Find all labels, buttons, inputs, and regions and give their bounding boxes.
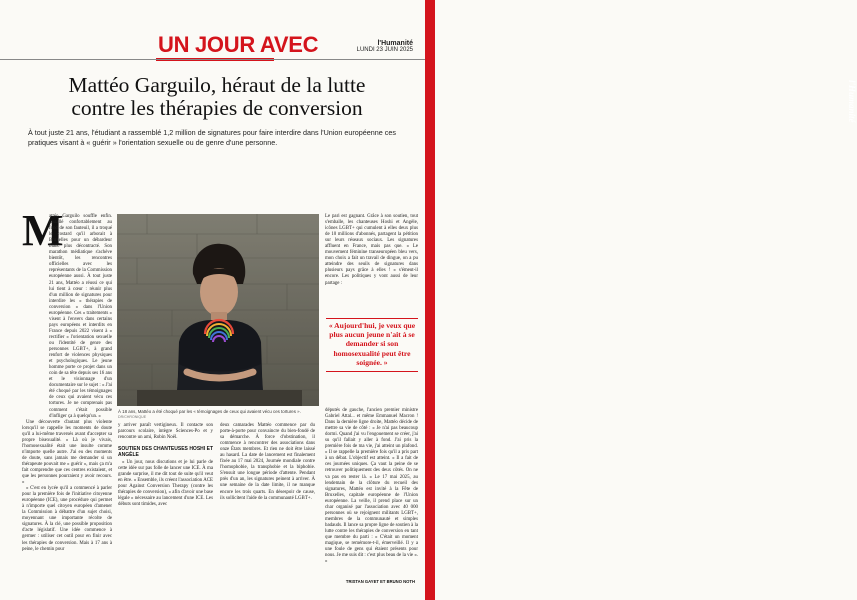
photo-credit: DR/CHRONIQUE xyxy=(118,415,147,420)
paragraph: « Un jour, nous discutions et je lui parle de cette idée sur pas folle de lancer une ICE. À ma grande surprise, il me dit tout de suite qu'il veut en être. » Ensemble, ils créent l'association ACE pour Against Conversion Therapy (contre les thérapies de conversion), « afin d'avoir une base légale » nécessaire au lancement d'une ICE. Les débuts sont timides, avec xyxy=(118,460,213,508)
side-spine: l'Humanité xyxy=(425,0,435,600)
paragraph: Le pari est gagnant. Grâce à son soutien, tout s'emballe, les chanteuses Hoshi et Angèle, icônes LGBT+ qui cumulent à elles deux plus de 10 millions d'abonnés, partagent la pétition sur leurs réseaux sociaux. Les signatures affluent en France, mais pas que. « Le mouvement féminine transeuropéen bleu vers, mon choix a fait un travail de dingue, on a pu atteindre des seuils de signatures dans plusieurs pays grâce à elles ! » s'émeut-il encore. Les politiques y vont aussi de leur partage : xyxy=(325,214,418,286)
paragraph: Une découverte d'autant plus violente lorsqu'il se rappelle les moments de doute qu'il a lui-même traversés avant d'accepter sa propre bisexualité. « Là où je vivais, l'homosexualité était une insulte comme n'importe quelle autre. J'ai eu des moments de doute, sans jamais me demander si un thérapeute pouvait me « guérir », mais ça m'a fait comprendre que ces centres existaient, et que les personnes pourraient y avoir recours. » xyxy=(22,419,112,486)
headline-line-2: contre les thérapies de conversion xyxy=(71,96,363,120)
paragraph: deux camarades Mattéo commence par du porte-à-porte pour convaincre du bien-fondé de sa démarche. À force d'obstination, il commence à rencontrer des associations dans onze États membres. Et rien ne doit être laissé au hasard. La date de lancement est finalement fixée au 17 mai 2024, Journée mondiale contre l'homophobie, la transphobie et la biphobie. S'ensuit une longue période d'attente. Pendant près d'un an, les signatures peinent à arriver. À une semaine de la date limite, il ne manque encore les trois quarts. En désespoir de cause, ils sollicitent l'aide de la communauté LGBT+. xyxy=(220,423,315,501)
body-column-4-bottom xyxy=(325,408,418,565)
paragraph: « C'est en lycée qu'il a commencé à parler pour la première fois de l'initiative citoyenne européenne (ICE), une procédure qui permet à n'importe quel citoyen européen d'amener la Commission à débattre d'un sujet choisi, moyennant une importante récolte de signatures. À la clé, une possible proposition d'acte législatif. Une idée commence à germer : utiliser cet outil pour en finir avec les thérapies de conversion. Mais à 17 ans à peine, le chemin pour xyxy=(22,486,112,552)
issue-date: LUNDI 23 JUIN 2025 xyxy=(356,47,413,53)
paragraph: attéo Garguilo souffle enfin. Installé confortablement au fond de son fauteuil, il a troqué le costard qu'il arborait à Bruxelles pour un débardeur blanc plus décontracté. Son marathon médiatique s'achève bientôt, les rencontres officielles avec les représentants de la Commission européenne aussi. À tout juste 21 ans, Mattéo a réussi ce qui lui tient à cœur : réunir plus d'un million de signatures pour interdire les « thérapies de conversion » dans l'Union européenne. Ces « traitements » visent à l'envers dans certains pays européens et interdits en France depuis 2022 visent à « rectifier » l'orientation sexuelle ou l'identité de genre des personnes LGBT+, à grand renfort de violences physiques et psychologiques. Le jeune homme porte ce projet dans un coin de sa tête depuis ses 16 ans et le visionnage d'un documentaire sur le sujet : « J'ai été choqué par les témoignages de ceux qui avaient vécu ces tortures. Je ne comprenais pas comment c'était possible d'infliger ça à quelqu'un. » xyxy=(49,214,112,419)
author-signature: TRISTAN GAYET ET BRUNO NOTH xyxy=(345,579,415,584)
section-subhead: SOUTIEN DES CHANTEUSES HOSHI ET ANGÈLE xyxy=(118,446,213,459)
masthead-small xyxy=(357,40,413,54)
caption-text: À 18 ans, Mattéo a été choqué par les « témoignages de ceux qui avaient vécu ces tortures ». xyxy=(118,409,301,414)
body-column-3 xyxy=(220,423,315,502)
pull-quote: « Aujourd'hui, je veux que plus aucun jeune n'ait à se demander si son homosexualité peut être soignée. » xyxy=(326,318,418,372)
body-column-1 xyxy=(22,206,112,553)
article-headline xyxy=(22,74,412,120)
section-rubric: UN JOUR AVEC xyxy=(158,32,319,57)
header-rule xyxy=(0,59,435,60)
body-column-2 xyxy=(118,423,213,509)
photo-caption xyxy=(118,409,318,421)
article-standfirst: À tout juste 21 ans, l'étudiant a rassemblé 1,2 million de signatures pour faire interdire dans l'Union européenne ces pratiques visant à « guérir » l'orientation sexuelle ou de genre d'une personne. xyxy=(28,128,396,147)
portrait-illustration xyxy=(117,214,319,406)
page-header xyxy=(0,0,435,66)
drop-cap: M xyxy=(22,206,64,255)
portrait-photo xyxy=(117,214,319,406)
paragraph: députés de gauche, l'ancien premier ministre Gabriel Attal... et même Emmanuel Macron ! Dans la dernière ligne droite, Mattéo décide de mettre sa vie de côté : « Je n'ai pas beaucoup dormi. Quand j'ai vu l'engouement se créer, j'ai su qu'il fallait y aller à fond. J'ai pris la première fois de ma vie, j'ai atteint un plafond. » Il se rappelle la première fois qu'il a pris part à un débat. L'objectif est atteint. « Il a fait de ces journées uniques. Ça vaut la peine de se retrouver politiquement des deux côtés. On ne va pas en rester là. » Le 17 mai 2025, au lendemain de la clôture du recueil des signatures, Mattéo est invité à la Fête de Bruxelles, capitale européenne de l'Union européenne. La veille, il prend place sur un char organisé par l'association avec 40 000 personnes où se rejoignent militants LGBT+, membres de la communauté et simples badauds. Il lance sa propre ligne de soutien à la lutte contre les thérapies de conversion en tant que membre du parti : « C'était un moment magique, se remémore-t-il, émerveillé. Il y a une foule de gens qui étaient présents pour nous. Je me suis dit : c'est plus beau de la vie ». » xyxy=(325,408,418,565)
headline-line-1: Mattéo Garguilo, héraut de la lutte xyxy=(68,73,366,97)
paragraph: y arriver paraît vertigineux. Il contacte son parcours scolaire, intègre Sciences-Po et y rencontre un ami, Robin Noël. xyxy=(118,423,213,441)
body-column-4-top xyxy=(325,214,418,287)
brand-name: l'Humanité xyxy=(377,40,413,47)
